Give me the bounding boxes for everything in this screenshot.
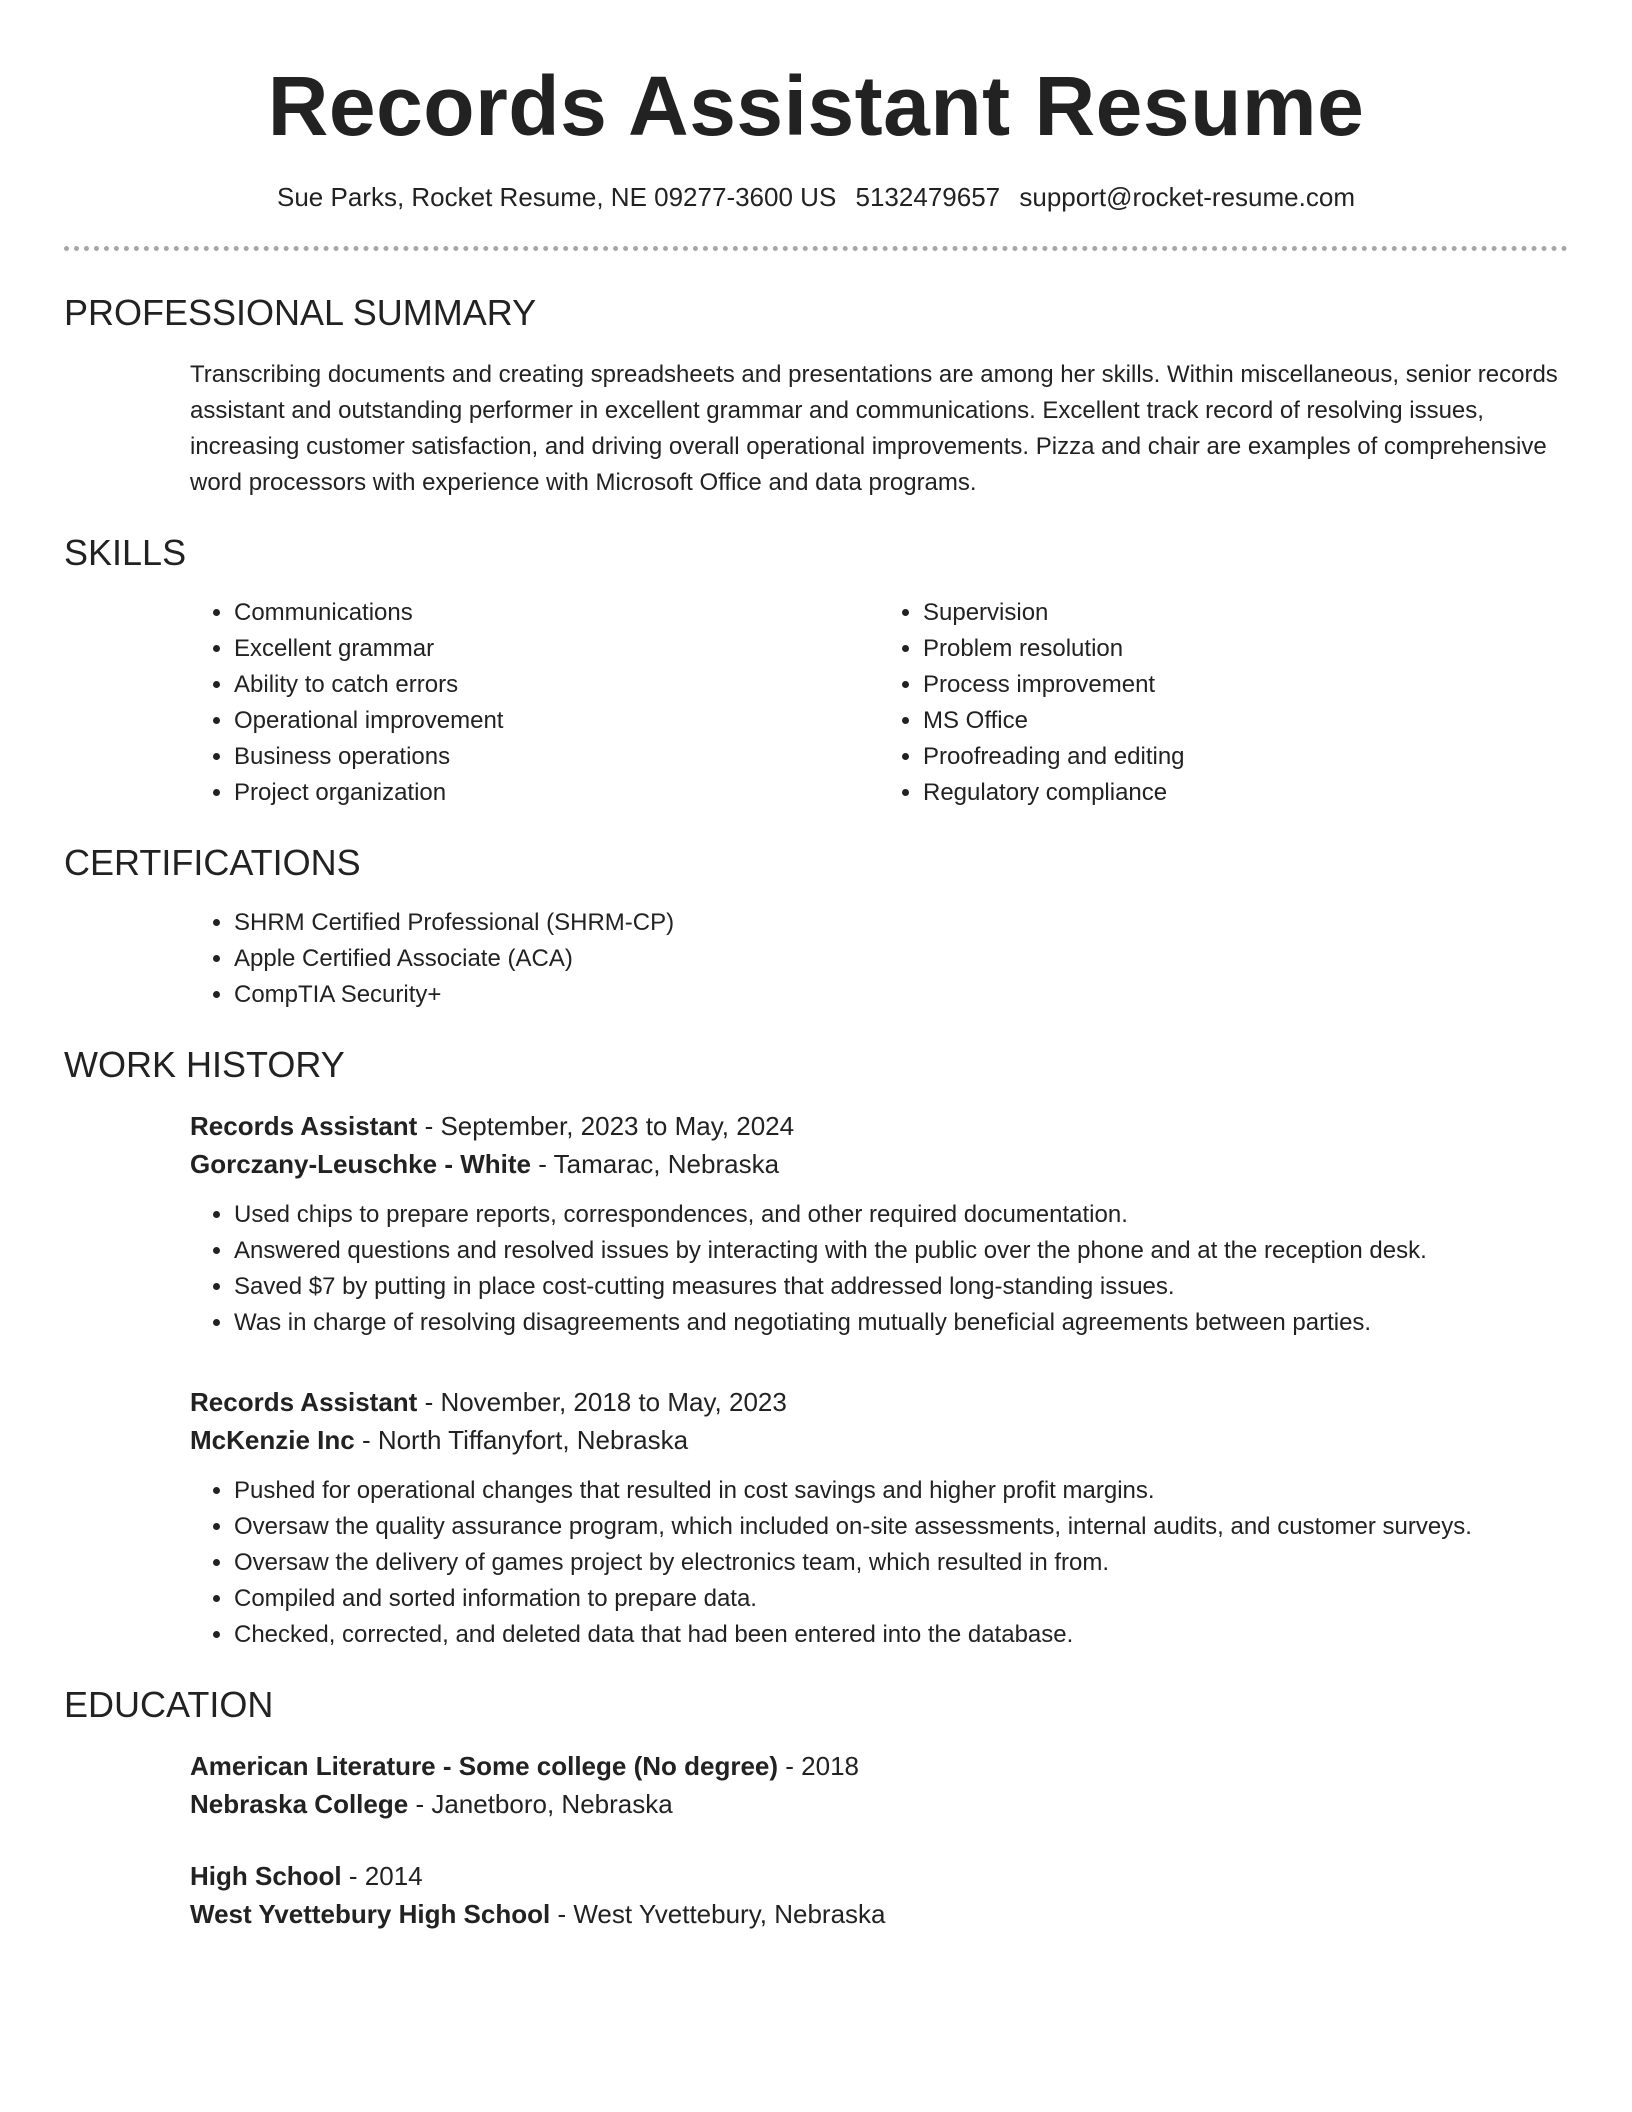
certification-item: • SHRM Certified Professional (SHRM-CP)	[234, 905, 1568, 941]
skills-right-list	[879, 595, 1568, 811]
job-entry	[190, 1107, 1568, 1341]
header-divider	[64, 246, 1568, 251]
summary-heading: PROFESSIONAL SUMMARY	[64, 292, 537, 333]
skill-item: • Operational improvement	[234, 703, 879, 739]
resume-title: Records Assistant Resume	[267, 59, 1365, 153]
job-bullet: • Saved $7 by putting in place cost-cutting measures that addressed long-standing issues.	[234, 1269, 1568, 1305]
skills-body	[64, 595, 1568, 811]
education-degree-line	[190, 1747, 1568, 1785]
job-title: Records Assistant	[190, 1111, 418, 1141]
education-degree: American Literature - Some college (No degree)	[190, 1751, 779, 1781]
education-school-line	[190, 1785, 1568, 1823]
job-bullet: • Checked, corrected, and deleted data that had been entered into the database.	[234, 1617, 1568, 1653]
certifications-heading: CERTIFICATIONS	[64, 842, 361, 883]
contact-phone: 5132479657	[855, 182, 1001, 212]
job-title-line	[190, 1107, 1568, 1145]
skill-item: • MS Office	[923, 703, 1568, 739]
education-school: Nebraska College	[190, 1789, 409, 1819]
skills-section	[64, 531, 1568, 811]
job-company: McKenzie Inc	[190, 1425, 355, 1455]
education-location: - Janetboro, Nebraska	[408, 1789, 673, 1819]
education-school: West Yvettebury High School	[190, 1899, 551, 1929]
education-body	[64, 1747, 1568, 1933]
job-location: - Tamarac, Nebraska	[530, 1149, 780, 1179]
skill-item: • Regulatory compliance	[923, 775, 1568, 811]
education-year: - 2014	[341, 1861, 423, 1891]
education-degree-line	[190, 1857, 1568, 1895]
skill-item: • Excellent grammar	[234, 631, 879, 667]
skills-heading: SKILLS	[64, 532, 187, 573]
education-location: - West Yvettebury, Nebraska	[550, 1899, 886, 1929]
contact-email: support@rocket-resume.com	[1019, 182, 1355, 212]
job-bullet: • Oversaw the delivery of games project by electronics team, which resulted in from.	[234, 1545, 1568, 1581]
work-history-heading: WORK HISTORY	[64, 1044, 345, 1085]
job-bullet: • Answered questions and resolved issues by interacting with the public over the phone and at the reception desk.	[234, 1233, 1568, 1269]
job-bullet: • Compiled and sorted information to prepare data.	[234, 1581, 1568, 1617]
job-bullet: • Pushed for operational changes that resulted in cost savings and higher profit margins.	[234, 1473, 1568, 1509]
education-section	[64, 1683, 1568, 1933]
skills-left-list	[190, 595, 879, 811]
job-entry	[190, 1383, 1568, 1653]
job-dates: - September, 2023 to May, 2024	[417, 1111, 795, 1141]
education-heading: EDUCATION	[64, 1684, 274, 1725]
education-school-line	[190, 1895, 1568, 1933]
education-entry	[190, 1747, 1568, 1823]
skill-item: • Process improvement	[923, 667, 1568, 703]
skill-item: • Supervision	[923, 595, 1568, 631]
job-company: Gorczany-Leuschke - White	[190, 1149, 531, 1179]
job-company-line	[190, 1421, 1568, 1459]
skill-item: • Communications	[234, 595, 879, 631]
summary-text: Transcribing documents and creating spreadsheets and presentations are among her skills. Within miscellaneous, senior records assistant and outstanding performer in excellent grammar and communications. Excellent track record of resolving issues, increasing customer satisfaction, and driving overall operational improvements. Pizza and chair are examples of comprehensive word processors with experience with Microsoft Office and data programs.	[190, 361, 1558, 496]
job-bullet: • Oversaw the quality assurance program, which included on-site assessments, internal audits, and customer surveys.	[234, 1509, 1568, 1545]
certifications-section	[64, 841, 1568, 1013]
work-history-section	[64, 1043, 1568, 1653]
skill-item: • Ability to catch errors	[234, 667, 879, 703]
job-location: - North Tiffanyfort, Nebraska	[354, 1425, 689, 1455]
skill-item: • Project organization	[234, 775, 879, 811]
job-bullets	[190, 1473, 1568, 1653]
education-year: - 2018	[778, 1751, 859, 1781]
summary-section	[64, 291, 1568, 501]
skills-grid	[190, 595, 1568, 811]
job-title-line	[190, 1383, 1568, 1421]
certification-item: • Apple Certified Associate (ACA)	[234, 941, 1568, 977]
skill-item: • Proofreading and editing	[923, 739, 1568, 775]
job-company-line	[190, 1145, 1568, 1183]
education-entry	[190, 1857, 1568, 1933]
job-bullet: • Was in charge of resolving disagreements and negotiating mutually beneficial agreements between parties.	[234, 1305, 1568, 1341]
certification-item: • CompTIA Security+	[234, 977, 1568, 1013]
certifications-body	[64, 905, 1568, 1013]
skill-item: • Business operations	[234, 739, 879, 775]
certifications-list	[190, 905, 1568, 1013]
job-dates: - November, 2018 to May, 2023	[417, 1387, 787, 1417]
work-history-body	[64, 1107, 1568, 1653]
summary-body	[64, 357, 1568, 501]
education-degree: High School	[190, 1861, 342, 1891]
job-bullets	[190, 1197, 1568, 1341]
job-bullet: • Used chips to prepare reports, correspondences, and other required documentation.	[234, 1197, 1568, 1233]
skill-item: • Problem resolution	[923, 631, 1568, 667]
contact-line	[64, 180, 1568, 214]
contact-address: Sue Parks, Rocket Resume, NE 09277-3600 US	[277, 182, 837, 212]
job-title: Records Assistant	[190, 1387, 418, 1417]
